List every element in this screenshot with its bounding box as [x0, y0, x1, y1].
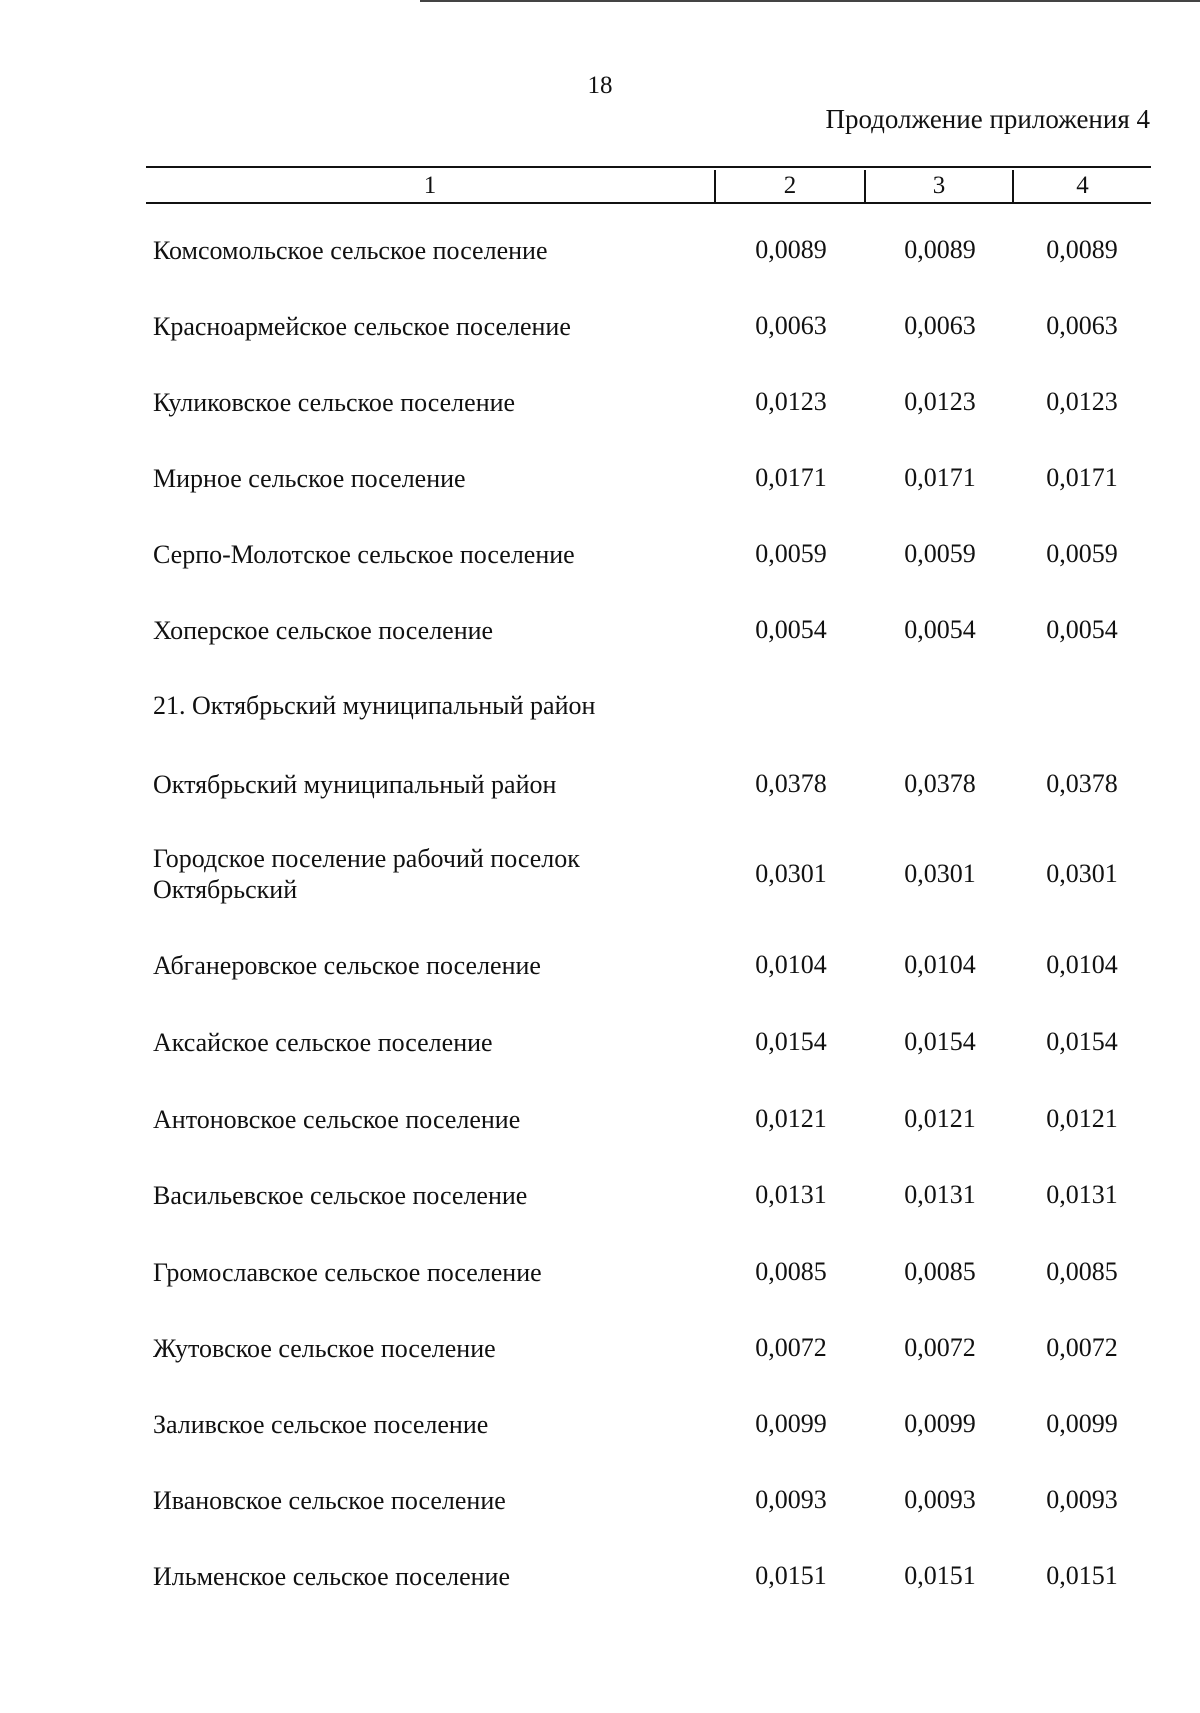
table-row — [0, 1394, 1200, 1454]
header-bottom-rule — [146, 202, 1151, 204]
table-row — [0, 1165, 1200, 1225]
value-col-4: 0,0089 — [1046, 235, 1118, 264]
settlement-name: Жутовское сельское поселение — [153, 1333, 496, 1363]
value-col-4: 0,0059 — [1046, 539, 1118, 568]
value-col-2: 0,0151 — [755, 1561, 827, 1590]
value-col-3: 0,0301 — [904, 859, 976, 888]
settlement-name: Куликовское сельское поселение — [153, 387, 516, 417]
value-col-3: 0,0151 — [904, 1561, 976, 1590]
section-heading: 21. Октябрьский муниципальный район — [153, 691, 596, 720]
value-col-4: 0,0171 — [1046, 463, 1118, 492]
value-col-3: 0,0054 — [904, 615, 976, 644]
settlement-name: Аксайское сельское поселение — [153, 1027, 493, 1057]
value-col-2: 0,0378 — [755, 769, 827, 798]
value-col-3: 0,0154 — [904, 1027, 976, 1056]
value-col-3: 0,0072 — [904, 1333, 976, 1362]
value-col-4: 0,0121 — [1046, 1104, 1118, 1133]
value-col-2: 0,0131 — [755, 1180, 827, 1209]
settlement-name: Хоперское сельское поселение — [153, 615, 494, 645]
settlement-name: Васильевское сельское поселение — [153, 1180, 528, 1210]
value-col-3: 0,0063 — [904, 311, 976, 340]
settlement-name: Серпо-Молотское сельское поселение — [153, 539, 575, 569]
value-col-3: 0,0099 — [904, 1409, 976, 1438]
table-row — [0, 524, 1200, 584]
table-row — [0, 296, 1200, 356]
table-row — [0, 600, 1200, 660]
value-col-3: 0,0059 — [904, 539, 976, 568]
section-heading-row — [0, 676, 1200, 736]
value-col-4: 0,0378 — [1046, 769, 1118, 798]
settlement-name: Мирное сельское поселение — [153, 463, 466, 493]
value-col-2: 0,0301 — [755, 859, 827, 888]
value-col-3: 0,0171 — [904, 463, 976, 492]
value-col-4: 0,0054 — [1046, 615, 1118, 644]
table-row — [0, 1318, 1200, 1378]
value-col-4: 0,0072 — [1046, 1333, 1118, 1362]
settlement-name: Октябрьский муниципальный район — [153, 769, 557, 799]
value-col-2: 0,0072 — [755, 1333, 827, 1362]
value-col-4: 0,0301 — [1046, 859, 1118, 888]
settlement-name: Антоновское сельское поселение — [153, 1104, 521, 1134]
continuation-title: Продолжение приложения 4 — [825, 104, 1150, 134]
value-col-3: 0,0089 — [904, 235, 976, 264]
value-col-3: 0,0123 — [904, 387, 976, 416]
scan-top-edge-line — [420, 0, 1200, 2]
settlement-name: Ивановское сельское поселение — [153, 1485, 506, 1515]
table-row — [0, 448, 1200, 508]
header-cell-2: 2 — [783, 172, 797, 199]
value-col-4: 0,0085 — [1046, 1257, 1118, 1286]
value-col-3: 0,0104 — [904, 950, 976, 979]
value-col-3: 0,0121 — [904, 1104, 976, 1133]
value-col-2: 0,0171 — [755, 463, 827, 492]
value-col-2: 0,0123 — [755, 387, 827, 416]
value-col-4: 0,0099 — [1046, 1409, 1118, 1438]
header-top-rule — [146, 166, 1151, 168]
header-cell-1: 1 — [423, 172, 437, 199]
value-col-2: 0,0121 — [755, 1104, 827, 1133]
value-col-3: 0,0093 — [904, 1485, 976, 1514]
header-cell-3: 3 — [932, 172, 946, 199]
value-col-2: 0,0059 — [755, 539, 827, 568]
table-row — [0, 754, 1200, 814]
value-col-2: 0,0099 — [755, 1409, 827, 1438]
value-col-2: 0,0085 — [755, 1257, 827, 1286]
value-col-2: 0,0093 — [755, 1485, 827, 1514]
settlement-name: Абганеровское сельское поселение — [153, 950, 541, 980]
table-row — [0, 1546, 1200, 1606]
settlement-name: Городское поселение рабочий поселок Октябрьский — [153, 844, 580, 904]
table-row — [0, 220, 1200, 280]
value-col-4: 0,0063 — [1046, 311, 1118, 340]
value-col-2: 0,0154 — [755, 1027, 827, 1056]
value-col-2: 0,0054 — [755, 615, 827, 644]
value-col-4: 0,0151 — [1046, 1561, 1118, 1590]
value-col-3: 0,0085 — [904, 1257, 976, 1286]
value-col-4: 0,0154 — [1046, 1027, 1118, 1056]
table-row — [0, 935, 1200, 995]
value-col-4: 0,0123 — [1046, 387, 1118, 416]
settlement-name: Ильменское сельское поселение — [153, 1561, 511, 1591]
value-col-4: 0,0093 — [1046, 1485, 1118, 1514]
value-col-3: 0,0131 — [904, 1180, 976, 1209]
settlement-name: Громославское сельское поселение — [153, 1257, 542, 1287]
table-row — [0, 1470, 1200, 1530]
settlement-name: Комсомольское сельское поселение — [153, 235, 548, 265]
table-row — [0, 1012, 1200, 1072]
value-col-3: 0,0378 — [904, 769, 976, 798]
header-cell-4: 4 — [1076, 172, 1089, 199]
value-col-2: 0,0063 — [755, 311, 827, 340]
value-col-4: 0,0131 — [1046, 1180, 1118, 1209]
table-row — [0, 372, 1200, 432]
value-col-2: 0,0104 — [755, 950, 827, 979]
settlement-name: Заливское сельское поселение — [153, 1409, 489, 1439]
table-row — [0, 836, 1200, 912]
table-row — [0, 1242, 1200, 1302]
page-number: 18 — [587, 72, 613, 99]
settlement-name: Красноармейское сельское поселение — [153, 311, 571, 341]
value-col-4: 0,0104 — [1046, 950, 1118, 979]
table-header — [146, 166, 1151, 204]
table-row — [0, 1089, 1200, 1149]
value-col-2: 0,0089 — [755, 235, 827, 264]
